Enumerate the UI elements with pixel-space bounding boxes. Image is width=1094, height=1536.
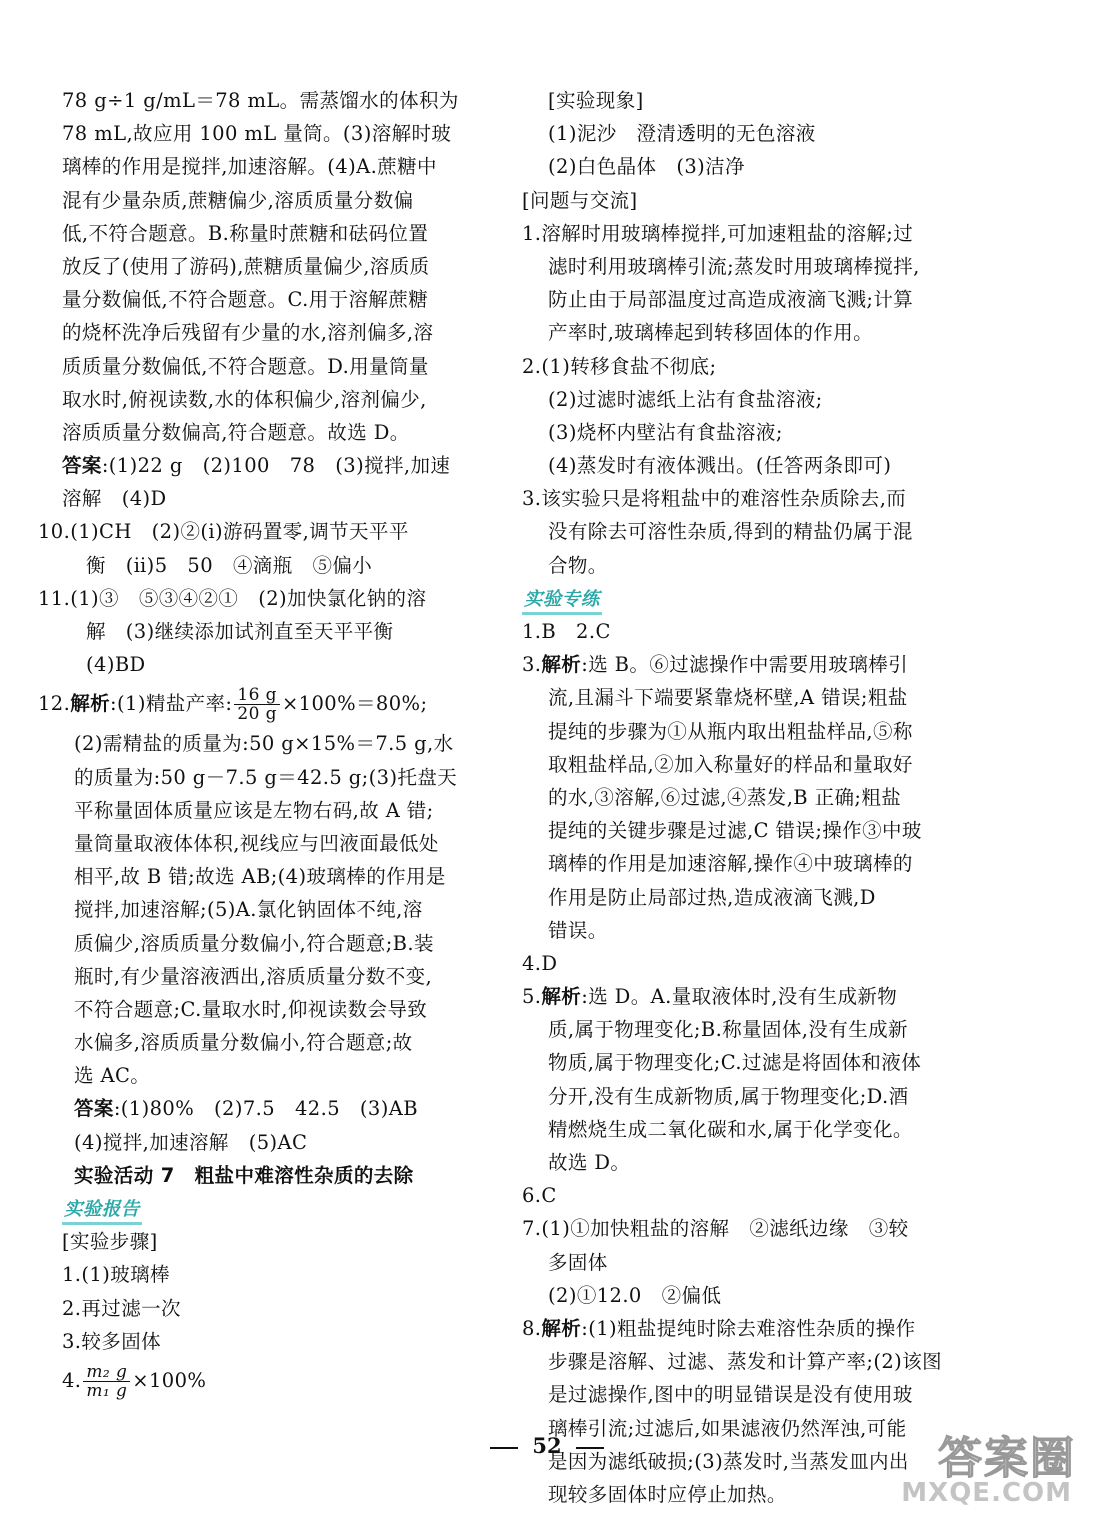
- text-line: 提纯的关键步骤是过滤,C 错误;操作③中玻: [548, 819, 922, 843]
- text-line: (4)蒸发时有液体溅出。(任答两条即可): [548, 454, 892, 478]
- text-line: 精燃烧生成二氧化碳和水,属于化学变化。: [548, 1117, 913, 1141]
- question-number: 5.: [522, 985, 542, 1009]
- text-line: 错误。: [548, 918, 608, 942]
- analysis-label: 解析: [541, 1316, 582, 1340]
- text-line: (4)BD: [86, 653, 146, 677]
- activity-title: 实验活动 7 粗盐中难溶性杂质的去除: [74, 1163, 414, 1187]
- step-number: 4.: [62, 1368, 82, 1392]
- text-line: 2.再过滤一次: [62, 1296, 181, 1320]
- text-line: 选 AC。: [74, 1064, 151, 1088]
- text-line: 故选 D。: [548, 1151, 631, 1174]
- text-line: 合物。: [548, 553, 608, 577]
- text-line: 产率时,玻璃棒起到转移固体的作用。: [548, 321, 873, 345]
- text-line: (2)过滤时滤纸上沾有食盐溶液;: [548, 387, 823, 411]
- text-line: 步骤是溶解、过滤、蒸发和计算产率;(2)该图: [548, 1350, 942, 1374]
- text-line: 的质量为:50 g－7.5 g＝42.5 g;(3)托盘天: [74, 765, 458, 789]
- question-12: [38, 681, 498, 727]
- question-10: 10.(1)CH (2)②(ⅰ)游码置零,调节天平平: [38, 520, 409, 544]
- text-line: 3.较多固体: [62, 1329, 162, 1353]
- text-line: 的烧杯洗净后残留有少量的水,溶剂偏多,溶: [62, 321, 434, 345]
- left-column: [38, 84, 498, 1404]
- text-line: 7.(1)①加快粗盐的溶解 ②滤纸边缘 ③较: [522, 1217, 909, 1241]
- text-line: 作用是防止局部过热,造成液滴飞溅,D: [548, 885, 876, 909]
- answer-label: 答案: [62, 454, 102, 478]
- text-line: 放反了(使用了游码),蔗糖质量偏少,溶质质: [62, 254, 430, 278]
- text-line: 现较多固体时应停止加热。: [548, 1482, 787, 1506]
- question-11: 11.(1)③ ⑤③④②① (2)加快氯化钠的溶: [38, 586, 427, 610]
- text-line: 1.(1)玻璃棒: [62, 1263, 170, 1287]
- text-line: 6.C: [522, 1184, 557, 1208]
- text-line: 璃棒的作用是加速溶解,操作④中玻璃棒的: [548, 852, 913, 876]
- fraction-numerator: 16 g: [234, 686, 280, 705]
- text-line: 4.D: [522, 951, 558, 975]
- text-line: 1.B 2.C: [522, 620, 611, 643]
- text-line: 搅拌,加速溶解;(5)A.氯化钠固体不纯,溶: [74, 898, 423, 922]
- text-line: 平称量固体质量应该是左物右码,故 A 错;: [74, 798, 434, 822]
- answer-label: 答案: [74, 1097, 114, 1121]
- analysis-text: :(1)粗盐提纯时除去难溶性杂质的操作: [581, 1316, 916, 1340]
- text-line: 是过滤操作,图中的明显错误是没有使用玻: [548, 1383, 913, 1407]
- section-header: [问题与交流]: [522, 188, 638, 212]
- text-line: 量筒量取液体体积,视线应与凹液面最低处: [74, 831, 439, 855]
- watermark-text: 答案圈: [938, 1433, 1076, 1484]
- text-line: 物质,属于物理变化;C.过滤是将固体和液体: [548, 1051, 922, 1075]
- fraction-denominator: 20 g: [237, 704, 277, 725]
- answer-text: :(1)80% (2)7.5 42.5 (3)AB: [113, 1097, 418, 1121]
- fraction: [234, 686, 280, 723]
- question-number: 8.: [522, 1316, 542, 1340]
- text-line: 1.溶解时用玻璃棒搅拌,可加速粗盐的溶解;过: [522, 221, 914, 245]
- section-header: [实验现象]: [548, 89, 644, 112]
- section-header: [实验步骤]: [62, 1230, 158, 1254]
- text-line: 取水时,俯视读数,水的体积偏少,溶剂偏少,: [62, 387, 427, 411]
- answer-12: [62, 1092, 498, 1125]
- text-line: 质,属于物理变化;B.称量固体,没有生成新: [548, 1018, 908, 1042]
- text-line: 的水,③溶解,⑥过滤,④蒸发,B 正确;粗盐: [548, 785, 902, 809]
- text-line: 低,不符合题意。B.称量时蔗糖和砝码位置: [62, 221, 429, 245]
- text-line: 78 mL,故应用 100 mL 量筒。(3)溶解时玻: [62, 122, 452, 146]
- analysis-text: :(1)精盐产率:: [110, 692, 233, 716]
- text-line: 不符合题意;C.量取水时,仰视读数会导致: [74, 997, 428, 1021]
- question-number: 12.: [38, 692, 71, 716]
- watermark-logo: [901, 1422, 1076, 1522]
- drill-8: [522, 1312, 970, 1345]
- text-line: 滤时利用玻璃棒引流;蒸发时用玻璃棒搅拌,: [548, 254, 920, 278]
- text-line: 质偏少,溶质质量分数偏小,符合题意;B.装: [74, 931, 434, 955]
- analysis-text: :选 B。⑥过滤操作中需要用玻璃棒引: [581, 653, 909, 677]
- text-line: 78 g÷1 g/mL＝78 mL。需蒸馏水的体积为: [62, 89, 459, 112]
- text-line: 衡 (ⅱ)5 50 ④滴瓶 ⑤偏小: [86, 553, 373, 577]
- formula-text: ×100%: [132, 1368, 207, 1392]
- answer-9: [62, 449, 498, 482]
- fraction-numerator: m₂ g: [83, 1363, 130, 1382]
- text-line: 水偏多,溶质质量分数偏小,符合题意;故: [74, 1031, 413, 1055]
- text-line: 防止由于局部温度过高造成液滴飞溅;计算: [548, 288, 914, 312]
- text-line: (4)搅拌,加速溶解 (5)AC: [74, 1130, 308, 1154]
- right-column: [522, 84, 970, 1511]
- fraction: [83, 1363, 130, 1400]
- drill-3: [522, 648, 970, 681]
- text-line: 流,且漏斗下端要紧靠烧杯壁,A 错误;粗盐: [548, 686, 908, 710]
- text-line: 提纯的步骤为①从瓶内取出粗盐样品,⑤称: [548, 719, 913, 743]
- drill-tag-row: [522, 582, 970, 615]
- analysis-label: 解析: [541, 653, 582, 677]
- text-line: 瓶时,有少量溶液洒出,溶质质量分数不变,: [74, 964, 433, 988]
- dash-left: [490, 1447, 518, 1449]
- text-line: 是因为滤纸破损;(3)蒸发时,当蒸发皿内出: [548, 1449, 909, 1473]
- text-line: 相平,故 B 错;故选 AB;(4)玻璃棒的作用是: [74, 865, 446, 889]
- section-tag: 实验报告: [62, 1198, 142, 1225]
- text-line: (2)需精盐的质量为:50 g×15%＝7.5 g,水: [74, 732, 454, 756]
- text-line: 混有少量杂质,蔗糖偏少,溶质质量分数偏: [62, 188, 414, 212]
- text-line: 多固体: [548, 1250, 608, 1274]
- text-line: 2.(1)转移食盐不彻底;: [522, 354, 717, 378]
- text-line: 没有除去可溶性杂质,得到的精盐仍属于混: [548, 520, 913, 544]
- answer-text: :(1)22 g (2)100 78 (3)搅拌,加速: [101, 454, 451, 478]
- text-line: 璃棒的作用是搅拌,加速溶解。(4)A.蔗糖中: [62, 155, 437, 179]
- text-line: 3.该实验只是将粗盐中的难溶性杂质除去,而: [522, 487, 907, 511]
- watermark-url: MXQE.COM: [901, 1478, 1072, 1508]
- text-line: (2)①12.0 ②偏低: [548, 1283, 722, 1307]
- text-line: 量分数偏低,不符合题意。C.用于溶解蔗糖: [62, 288, 429, 312]
- page-number-text: 52: [532, 1433, 562, 1458]
- text-line: 质质量分数偏低,不符合题意。D.用量筒量: [62, 354, 429, 378]
- text-line: 解 (3)继续添加试剂直至天平平衡: [86, 620, 394, 643]
- text-line: 取粗盐样品,②加入称量好的样品和量取好: [548, 752, 913, 776]
- text-line: 溶质质量分数偏高,符合题意。故选 D。: [62, 420, 410, 444]
- analysis-text: ×100%＝80%;: [281, 692, 428, 716]
- question-number: 3.: [522, 653, 542, 677]
- step-4: [62, 1358, 498, 1404]
- text-line: (2)白色晶体 (3)洁净: [548, 155, 745, 179]
- text-line: 分开,没有生成新物质,属于物理变化;D.酒: [548, 1084, 909, 1108]
- text-line: 璃棒引流;过滤后,如果滤液仍然浑浊,可能: [548, 1416, 907, 1440]
- report-tag-row: [62, 1192, 498, 1225]
- analysis-label: 解析: [70, 692, 111, 716]
- analysis-label: 解析: [541, 985, 582, 1009]
- fraction-denominator: m₁ g: [86, 1380, 128, 1401]
- text-line: (1)泥沙 澄清透明的无色溶液: [548, 122, 816, 146]
- text-line: (3)烧杯内壁沾有食盐溶液;: [548, 420, 783, 444]
- analysis-text: :选 D。A.量取液体时,没有生成新物: [581, 985, 898, 1009]
- text-line: 溶解 (4)D: [62, 487, 167, 511]
- dash-right: [576, 1447, 604, 1449]
- section-tag: 实验专练: [522, 588, 602, 615]
- drill-5: [522, 980, 970, 1013]
